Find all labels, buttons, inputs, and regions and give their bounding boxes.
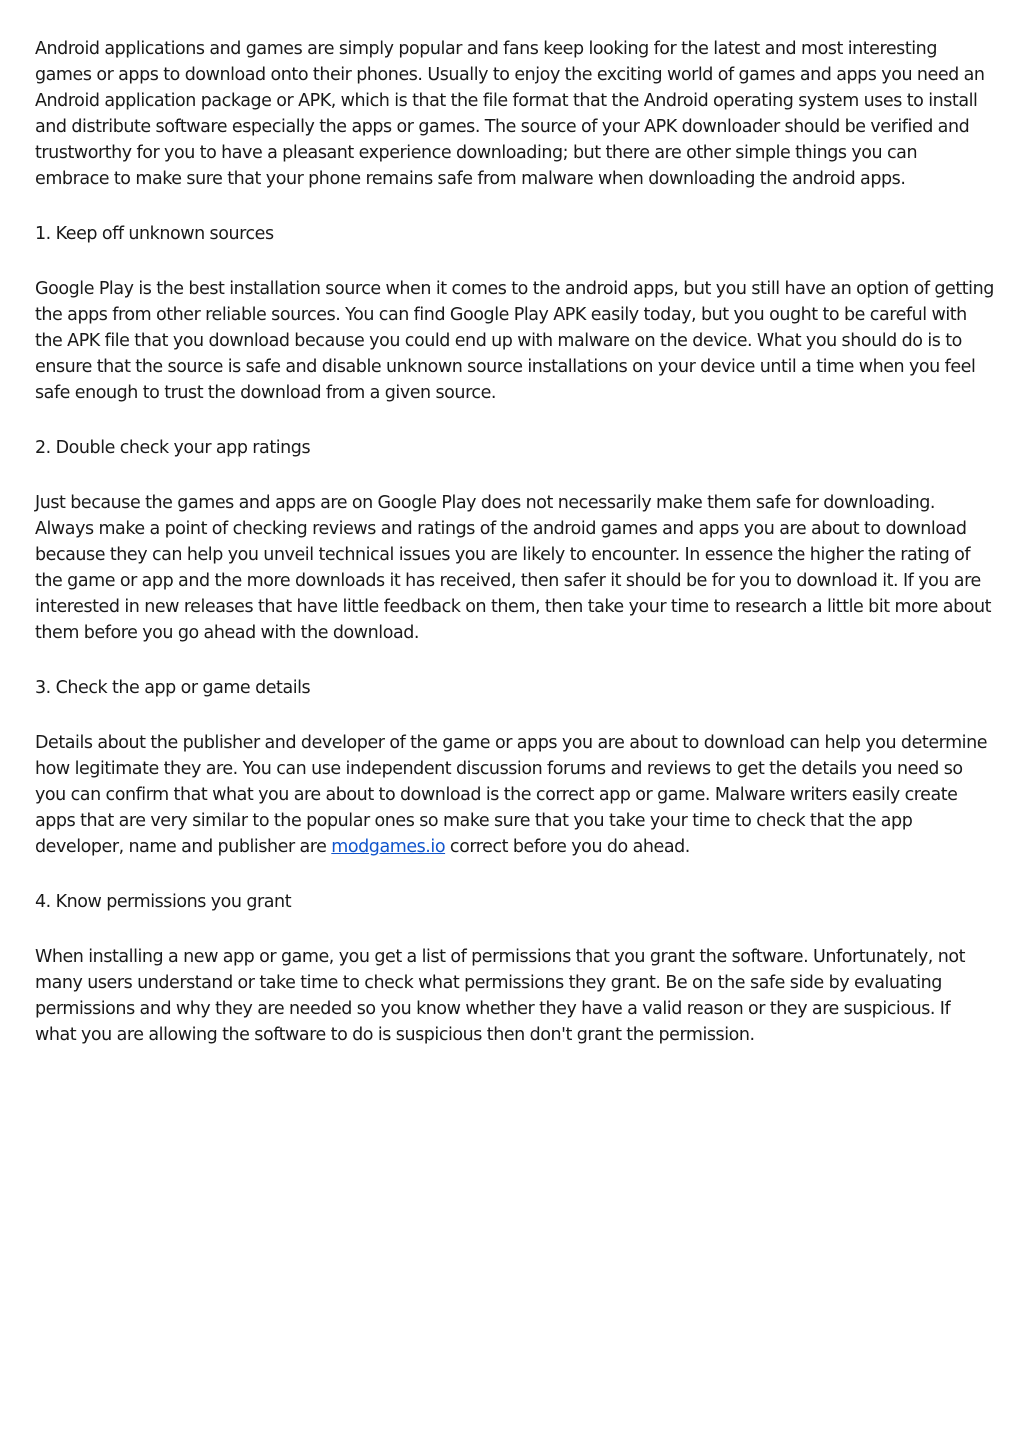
section-body-app-ratings: Just because the games and apps are on Google Play does not necessarily make them safe for downloading. Always make a point of checking reviews and ratings of the android games and apps you are about to download because they can help you unveil technical issues you are likely to encounter. In essence the higher the rating of the game or app and the more downloads it has received, then safer it should be for you to download it. If you are interested in new releases that have little feedback on them, then take your time to research a little bit more about them before you go ahead with the download. xyxy=(35,493,992,643)
app-details-text-after-link: correct before you do ahead. xyxy=(445,837,690,857)
section-body-unknown-sources: Google Play is the best installation source when it comes to the android apps, but you still have an option of getting the apps from other reliable sources. You can find Google Play APK easily today, but you ought to be careful with the APK file that you download because you could end up with malware on the device. What you should do is to ensure that the source is safe and disable unknown source installations on your device until a time when you feel safe enough to trust the download from a given source. xyxy=(35,279,994,403)
section-heading-app-details: 3. Check the app or game details xyxy=(35,678,311,698)
modgames-link[interactable]: modgames.io xyxy=(331,837,446,857)
intro-paragraph: Android applications and games are simply popular and fans keep looking for the latest and most interesting games or apps to download onto their phones. Usually to enjoy the exciting world of games and apps you need an Android application package or APK, which is that the file format that the Android operating system uses to install and distribute software especially the apps or games. The source of your APK downloader should be verified and trustworthy for you to have a pleasant experience downloading; but there are other simple things you can embrace to make sure that your phone remains safe from malware when downloading the android apps. xyxy=(35,39,985,189)
section-heading-permissions: 4. Know permissions you grant xyxy=(35,892,292,912)
section-body-app-details xyxy=(35,730,995,860)
document-body xyxy=(35,36,995,1077)
app-details-text-before-link: Details about the publisher and developer of the game or apps you are about to download can help you determine how legitimate they are. You can use independent discussion forums and reviews to get the details you need so you can confirm that what you are about to download is the correct app or game. Malware writers easily create apps that are very similar to the popular ones so make sure that you take your time to check that the app developer, name and publisher are xyxy=(35,733,988,857)
section-heading-unknown-sources: 1. Keep off unknown sources xyxy=(35,224,274,244)
section-heading-app-ratings: 2. Double check your app ratings xyxy=(35,438,311,458)
section-body-permissions: When installing a new app or game, you get a list of permissions that you grant the software. Unfortunately, not many users understand or take time to check what permissions they grant. Be on the safe side by evaluating permissions and why they are needed so you know whether they have a valid reason or they are suspicious. If what you are allowing the software to do is suspicious then don't grant the permission. xyxy=(35,947,966,1045)
